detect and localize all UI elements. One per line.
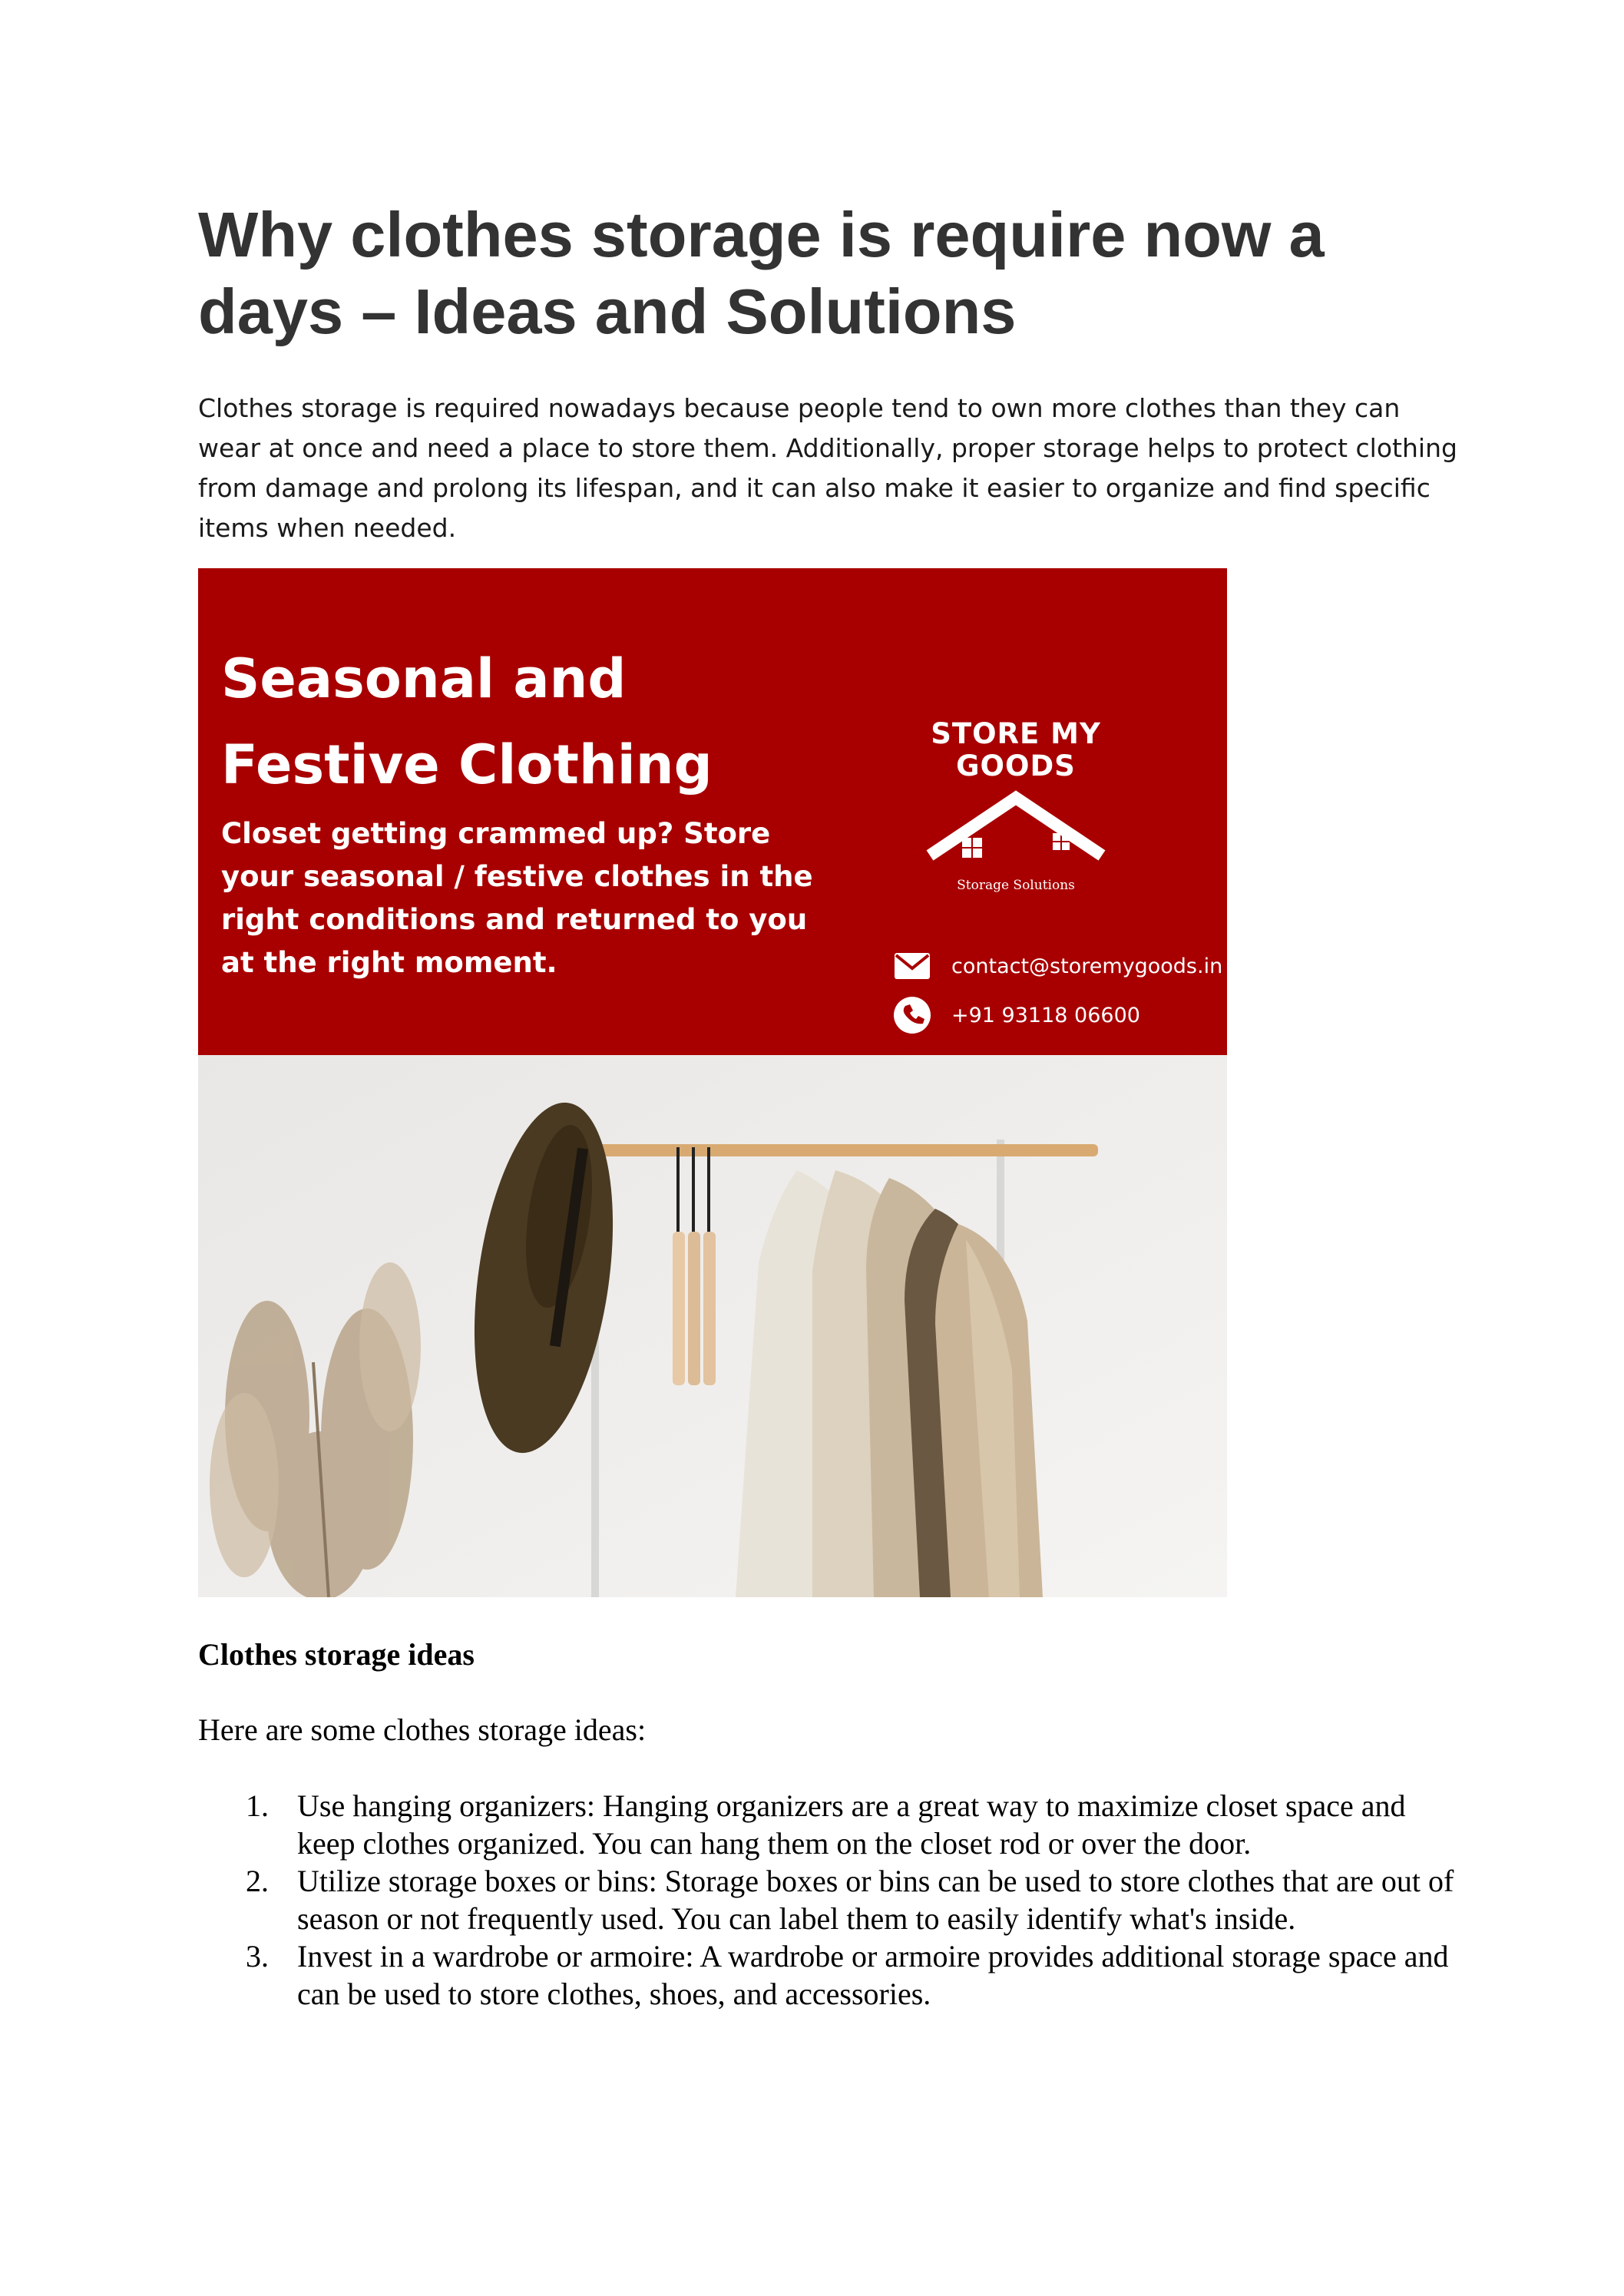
list-item-text: Invest in a wardrobe or armoire: A wardrobe or armoire provides additional storage space and can be used to store clothes, shoes, and accessories.: [297, 1939, 1449, 2011]
contact-phone: +91 93118 06600: [951, 1003, 1140, 1027]
list-item: [198, 1937, 1457, 2013]
contact-phone-row: [893, 996, 1140, 1034]
list-item-text: Use hanging organizers: Hanging organizers are a great way to maximize closet space and keep clothes organized. You can hang them on the closet rod or over the door.: [297, 1788, 1406, 1861]
logo-tagline: Storage Solutions: [957, 878, 1075, 893]
intro-paragraph: Clothes storage is required nowadays because people tend to own more clothes than they can wear at once and need a place to store them. Additionally, proper storage helps to protect clothing from damage and prolong its lifespan, and it can also make it easier to organize and find specific items when needed.: [198, 393, 1457, 543]
contact-email: contact@storemygoods.in: [951, 954, 1223, 978]
phone-icon: [893, 996, 931, 1034]
list-number: 1.: [246, 1788, 269, 1823]
list-number: 2.: [246, 1864, 269, 1898]
ideas-list: [198, 1787, 1457, 2013]
list-item-text: Utilize storage boxes or bins: Storage boxes or bins can be used to store clothes that are out of season or not frequently used. You can label them to easily identify what's inside.: [297, 1864, 1454, 1936]
banner-heading-line2: Festive Clothing: [221, 733, 713, 796]
store-my-goods-logo: [901, 718, 1131, 893]
clothes-rack-photo: [198, 1055, 1227, 1597]
banner-heading: [221, 636, 820, 808]
logo-name-line1: STORE MY: [931, 717, 1101, 750]
house-roof-logo-icon: [924, 790, 1108, 875]
list-item: [198, 1787, 1457, 1862]
list-number: 3.: [246, 1939, 269, 1973]
contact-email-row: [893, 947, 1222, 985]
logo-name-line2: GOODS: [956, 749, 1076, 782]
page-title: Why clothes storage is require now a days – Ideas and Solutions: [198, 199, 1325, 347]
promo-banner-image: [198, 568, 1227, 1597]
list-item: [198, 1862, 1457, 1937]
mail-icon: [893, 947, 931, 985]
banner-subtext: Closet getting crammed up? Store your seasonal / festive clothes in the right conditions and returned to you at the right moment.: [221, 817, 813, 979]
banner-heading-line1: Seasonal and: [221, 647, 627, 710]
section-heading: Clothes storage ideas: [198, 1637, 475, 1672]
ideas-lead: Here are some clothes storage ideas:: [198, 1712, 647, 1747]
